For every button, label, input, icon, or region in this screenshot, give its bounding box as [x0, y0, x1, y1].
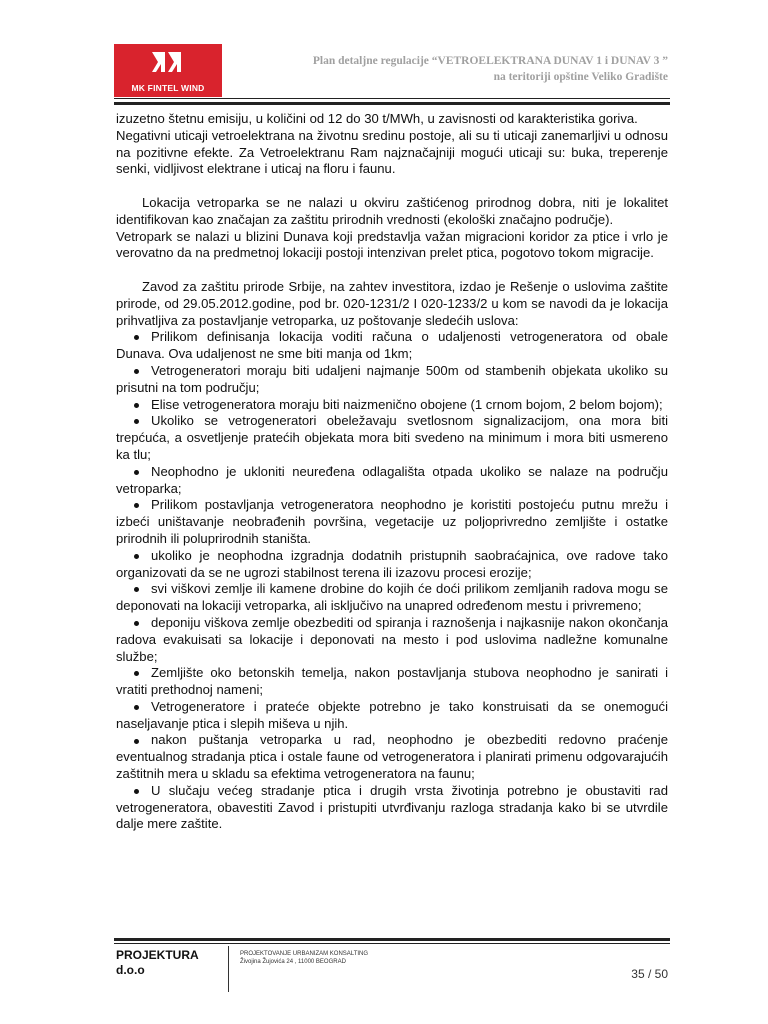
document-body [116, 111, 668, 833]
bullet-icon [134, 403, 139, 408]
paragraph: Zavod za zaštitu prirode Srbije, na zahtev investitora, izdao je Rešenje o uslovima zaštite prirode, od 29.05.2012.godine, pod br. 020-1231/2 I 020-1233/2 u kom se navodi da je lokacija prihvatljiva za postavljanje vetroparka, uz poštovanje sledećih uslova: [116, 278, 668, 328]
company-logo [114, 44, 222, 97]
list-item: Vetrogeneratori moraju biti udaljeni najmanje 500m od stambenih objekata ukoliko su prisutni na tom području; [116, 362, 668, 395]
bullet-icon [134, 369, 139, 374]
list-item: deponiju viškova zemlje obezbediti od spiranja i raznošenja i najkasnije nakon okončanja radova evakuisati sa lokacije i deponovati na mesto i pod uslovima nadležne komunalne službe; [116, 614, 668, 664]
page-number: 35 / 50 [631, 967, 668, 981]
header-divider-thin [114, 98, 670, 99]
list-item: U slučaju većeg stradanje ptica i drugih vrsta životinja potrebno je obustaviti rad vetrogeneratora, obavestiti Zavod i pristupiti utvrđivanju razloga stradanja kako bi se utvrdile dalje mere zaštite. [116, 782, 668, 832]
footer-divider-thick [114, 938, 670, 941]
bullet-icon [134, 419, 139, 424]
list-item: Elise vetrogeneratora moraju biti naizmenično obojene (1 crnom bojom, 2 belom bojom); [116, 397, 668, 414]
list-item: Prilikom definisanja lokacija voditi računa o udaljenosti vetrogeneratora od obale Dunava. Ova udaljenost ne sme biti manja od 1km; [116, 329, 668, 362]
paragraph: izuzetno štetnu emisiju, u količini od 12 do 30 t/MWh, u zavisnosti od karakteristika goriva. [116, 111, 638, 126]
paragraph: Vetropark se nalazi u blizini Dunava koji predstavlja važan migracioni koridor za ptice i vrlo je verovatno da na predmetnoj lokaciji postoji intenzivan prelet ptica, pogotovo tokom migracije. [116, 228, 668, 261]
list-item: Zemljište oko betonskih temelja, nakon postavljanja stubova neophodno je sanirati i vratiti prethodnoj nameni; [116, 665, 668, 698]
list-item: ukoliko je neophodna izgradnja dodatnih pristupnih saobraćajnica, ove radove tako organizovati da se ne ugrozi stabilnost terena ili izazovu procesi erozije; [116, 547, 668, 580]
bullet-icon [134, 671, 139, 676]
footer-separator [228, 946, 229, 992]
list-item: nakon puštanja vetroparka u rad, neophodno je obezbediti redovno praćenje eventualnog stradanja ptica i ostale faune od vetrogeneratora i planirati primenu odgovarajućih zaštitnih mera u skladu sa efektima vetrogeneratora na faunu; [116, 732, 668, 782]
bullet-icon [134, 739, 139, 744]
conditions-list [116, 329, 668, 833]
bullet-icon [134, 705, 139, 710]
list-item: Vetrogeneratore i prateće objekte potrebno je tako konstruisati da se onemogući naseljavanje ptica i slepih miševa u njih. [116, 698, 668, 731]
wind-logo-icon [150, 50, 186, 76]
bullet-icon [134, 587, 139, 592]
list-item: Prilikom postavljanja vetrogeneratora neophodno je koristiti postojeću putnu mrežu i izbeći uništavanje neobrađenih površina, vegetacije uz poljoprivredno zemljište i ostatke prirodnih ili poluprirodnih staništa. [116, 497, 668, 546]
list-item: svi viškovi zemlje ili kamene drobine do kojih će doći prilikom zemljanih radova mogu se deponovati na lokaciji vetroparka, ali isključivo na unapred određenom mestu i privremeno; [116, 581, 668, 614]
list-item: Neophodno je ukloniti neuređena odlagališta otpada ukoliko se nalaze na području vetroparka; [116, 463, 668, 496]
bullet-icon [134, 554, 139, 559]
paragraph: Lokacija vetroparka se ne nalazi u okviru zaštićenog prirodnog dobra, niti je lokalitet identifikovan kao značajan za zaštitu prirodnih vrednosti (ekološki značajno područje). [116, 194, 668, 227]
document-header-title [313, 53, 668, 85]
bullet-icon [134, 470, 139, 475]
bullet-icon [134, 335, 139, 340]
header-divider-thick [114, 102, 670, 105]
bullet-icon [134, 789, 139, 794]
header-title-line2: na teritoriji opštine Veliko Gradište [493, 71, 668, 83]
paragraph: Negativni uticaji vetroelektrana na životnu sredinu postoje, ali su ti uticaji zanemarljivi u odnosu na pozitivne efekte. Za Vetroelektranu Ram najznačajniji mogući uticaji su: buka, treperenje senki, vidljivost elektrane i uticaj na floru i faunu. [116, 127, 668, 177]
logo-text: MK FINTEL WIND [131, 83, 205, 93]
list-item: Ukoliko se vetrogeneratori obeležavaju svetlosnom signalizacijom, ona mora biti trepćuća, a osvetljenje pratećih objekata mora biti svedeno na minimum i mora biti usmereno ka tlu; [116, 413, 668, 462]
footer-divider-thin [114, 943, 670, 944]
header-title-line1: Plan detaljne regulacije “VETROELEKTRANA DUNAV 1 i DUNAV 3 ” [312, 55, 668, 67]
bullet-icon [134, 503, 139, 508]
bullet-icon [134, 621, 139, 626]
footer-company-name: PROJEKTURA d.o.o [116, 948, 199, 977]
footer-firm-details: PROJEKTOVANJE URBANIZAM KONSALTING Živojina Žujovića 24 , 11000 BEOGRAD [240, 951, 369, 965]
